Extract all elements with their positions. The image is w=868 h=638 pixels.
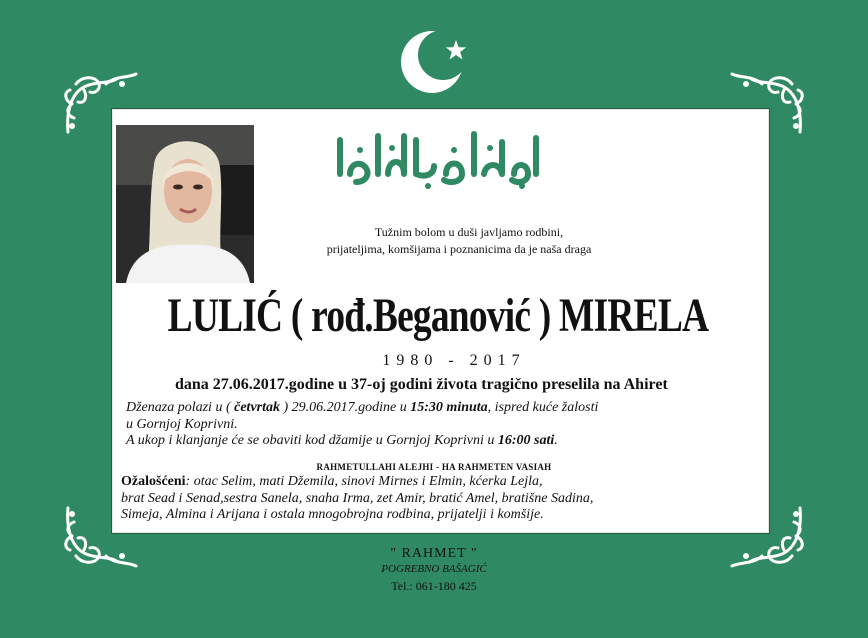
intro-line: prijateljima, komšijama i poznanicima da je naša draga — [326, 242, 592, 256]
funeral-line — [126, 433, 598, 450]
mourners-line: Simeja, Almina i Arijana i ostala mnogobrojna rodbina, prijatelji i komšije. — [121, 507, 544, 522]
death-statement: dana 27.06.2017.godine u 37-oj godini života tragično preselila na Ahiret — [175, 376, 668, 393]
burial-text: . — [554, 433, 558, 448]
deceased-name: LULIĆ ( rođ.Beganović ) MIRELA — [167, 289, 709, 342]
company-subtitle: POGREBNO BAŠAGIĆ — [381, 563, 487, 575]
mourners-label: Ožalošćeni — [121, 474, 186, 489]
funeral-day: četvrtak — [234, 400, 280, 415]
burial-time: 16:00 sati — [497, 433, 555, 448]
funeral-text: Dženaza polazi u ( — [126, 400, 235, 415]
blessing-text: RAHMETULLAHI ALEJHI - HA RAHMETEN VASIAH — [316, 462, 552, 472]
crescent-star-icon — [398, 28, 470, 96]
funeral-line: u Gornjoj Koprivni. — [126, 416, 238, 432]
mourners-line: brat Sead i Senad,sestra Sanela, snaha Irma, zet Amir, bratić Amel, bratišne Sadina, — [121, 490, 594, 506]
company-phone: Tel.: 061-180 425 — [391, 579, 477, 593]
mourners-line — [121, 474, 593, 491]
arabic-calligraphy — [330, 122, 545, 194]
funeral-time: 15:30 minuta — [410, 400, 488, 415]
mourners-text: : otac Selim, mati Džemila, sinovi Mirnes i Elmin, kćerka Lejla, — [185, 474, 543, 489]
funeral-text: , ispred kuće žalosti — [487, 400, 599, 415]
funeral-details — [126, 400, 598, 450]
mourners-list — [121, 474, 593, 524]
burial-text: A ukop i klanjanje će se obaviti kod džamije u Gornjoj Koprivni u — [126, 433, 498, 448]
life-years: 1980 - 2017 — [382, 352, 526, 369]
intro-line: Tužnim bolom u duši javljamo rodbini, — [374, 225, 564, 239]
portrait-photo — [116, 125, 254, 283]
intro-text — [0, 224, 868, 258]
funeral-text: ) 29.06.2017.godine u — [280, 400, 411, 415]
funeral-line — [126, 400, 598, 417]
company-name: " RAHMET " — [390, 546, 478, 561]
